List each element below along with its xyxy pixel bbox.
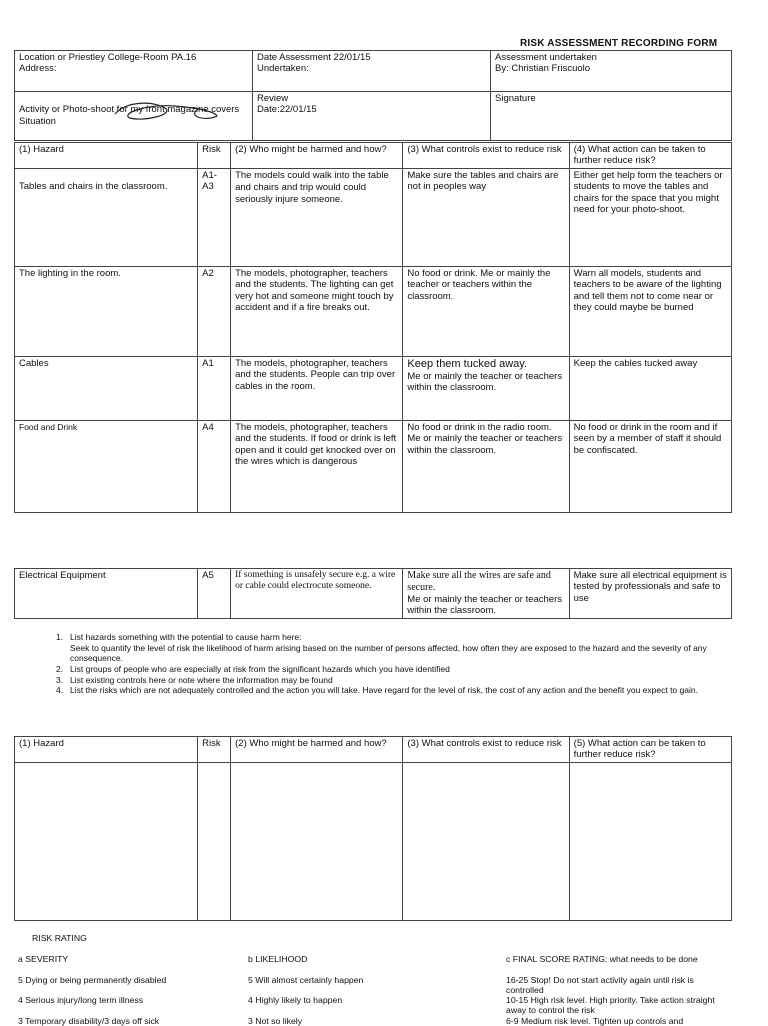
action-cell: Either get help form the teachers or students to move the tables and chairs for the space that you might need for your photo-shoot. xyxy=(569,168,731,266)
who-harmed-cell: If something is unsafely secure e.g. a wire or cable could electrocute someone. xyxy=(231,569,403,619)
controls-text: Keep them tucked away. xyxy=(407,357,528,370)
form-title: RISK ASSESSMENT RECORDING FORM xyxy=(520,38,718,49)
severity-item: 4 Serious injury/long term illness xyxy=(18,995,144,1005)
controls-cell: Make sure the tables and chairs are not in peoples way xyxy=(403,168,569,266)
final-score-item: 10-15 High risk level. High priority. Take action straight away to control the risk xyxy=(506,995,715,1016)
table-row xyxy=(15,266,732,356)
controls-extra-text: Me or mainly the teacher or teachers within the classroom. xyxy=(407,594,563,617)
risk-cell: A1 xyxy=(198,356,231,420)
controls-cell xyxy=(403,569,569,619)
controls-cell: No food or drink in the radio room. Me or mainly the teacher or teachers within the classroom. xyxy=(403,420,569,512)
likelihood-item: 3 Not so likely xyxy=(248,1016,303,1026)
signature-cell: Signature xyxy=(491,92,732,141)
risk-cell: A2 xyxy=(198,266,231,356)
list-item: 3. List existing controls here or note where the information may be found xyxy=(56,674,333,685)
controls-cell xyxy=(403,356,569,420)
hazard-cell: Electrical Equipment xyxy=(15,569,198,619)
severity-item: 3 Temporary disability/3 days off sick xyxy=(18,1016,160,1026)
hazard-cell: Food and Drink xyxy=(15,420,198,512)
action-cell: No food or drink in the room and if seen by a member of staff it should be confiscated. xyxy=(569,420,731,512)
empty-cell xyxy=(569,762,731,920)
col-header-action: (4) What action can be taken to further reduce risk? xyxy=(569,143,731,169)
hazard-cell: Cables xyxy=(15,356,198,420)
location-cell: Location or Priestley College-Room PA.16 Address: xyxy=(15,51,253,92)
notes-list xyxy=(56,632,736,696)
col-header-controls: (3) What controls exist to reduce risk xyxy=(403,143,569,169)
col-header-who-harmed: (2) Who might be harmed and how? xyxy=(231,737,403,763)
list-item: 2. List groups of people who are especially at risk from the significant hazards which you have identified xyxy=(56,663,450,674)
review-cell: Review Date:22/01/15 xyxy=(253,92,491,141)
note-text: List existing controls here or note where the information may be found xyxy=(70,674,333,685)
list-item: 1. List hazards something with the potential to cause harm here: Seek to quantify the level of risk the likelihood of harm arising based on the number of persons affected, how often they are exposed to the hazard and the severity of any consequence. xyxy=(56,632,736,664)
note-text: List the risks which are not adequately controlled and the action you will take. Have regard for the level of risk, the cost of any action and the benefit you expect to gain. xyxy=(70,685,698,696)
risk-cell: A1-A3 xyxy=(198,168,231,266)
scribble-signature-icon xyxy=(105,96,225,126)
controls-cell: No food or drink. Me or mainly the teacher or teachers within the classroom. xyxy=(403,266,569,356)
col-header-controls: (3) What controls exist to reduce risk xyxy=(403,737,569,763)
col-header-hazard: (1) Hazard xyxy=(15,737,198,763)
col-header-who-harmed: (2) Who might be harmed and how? xyxy=(231,143,403,169)
action-cell: Warn all models, students and teachers to be aware of the lighting and tell them not to come near or they could maybe be burned xyxy=(569,266,731,356)
who-harmed-cell: The models, photographer, teachers and the students. The lighting can get very hot and someone might touch by accident and if a fire breaks out. xyxy=(231,266,403,356)
likelihood-title: b LIKELIHOOD xyxy=(248,954,308,964)
col-header-risk: Risk xyxy=(198,143,231,169)
date-assessment-cell: Date Assessment 22/01/15 Undertaken: xyxy=(253,51,491,92)
note-subtext: Seek to quantify the level of risk the likelihood of harm arising based on the number of persons affected, how often they are exposed to the hazard and the severity of any consequence. xyxy=(70,642,707,664)
assessment-by-cell: Assessment undertaken By: Christian Friscuolo xyxy=(491,51,732,92)
col-header-risk: Risk xyxy=(198,737,231,763)
hazard-table xyxy=(14,142,732,513)
who-harmed-cell: The models, photographer, teachers and the students. If food or drink is left open and it could get knocked over on the wires which is dangerous xyxy=(231,420,403,512)
table-row xyxy=(15,762,732,920)
risk-rating-title: RISK RATING xyxy=(32,933,87,943)
empty-cell xyxy=(15,762,198,920)
electrical-table xyxy=(14,568,732,619)
empty-cell xyxy=(231,762,403,920)
hazard-cell: The lighting in the room. xyxy=(15,266,198,356)
table-row xyxy=(15,569,732,619)
activity-text: Activity or Photo-shoot for my front magazine covers Situation xyxy=(19,104,240,127)
likelihood-item: 4 Highly likely to happen xyxy=(248,995,343,1005)
activity-cell xyxy=(15,92,253,141)
blank-hazard-table xyxy=(14,736,732,921)
severity-title: a SEVERITY xyxy=(18,954,69,964)
likelihood-item: 5 Will almost certainly happen xyxy=(248,975,364,985)
risk-cell: A5 xyxy=(198,569,231,619)
action-cell: Keep the cables tucked away xyxy=(569,356,731,420)
col-header-action: (5) What action can be taken to further reduce risk? xyxy=(569,737,731,763)
header-table xyxy=(14,50,732,141)
note-text: List groups of people who are especially at risk from the significant hazards which you have identified xyxy=(70,663,450,674)
list-item: 4. List the risks which are not adequately controlled and the action you will take. Have regard for the level of risk, the cost of any action and the benefit you expect to gain. xyxy=(56,685,698,696)
col-header-hazard: (1) Hazard xyxy=(15,143,198,169)
empty-cell xyxy=(198,762,231,920)
final-score-title: c FINAL SCORE RATING: what needs to be done xyxy=(506,954,698,964)
table-row xyxy=(15,356,732,420)
controls-extra-text: Me or mainly the teacher or teachers within the classroom. xyxy=(407,370,563,394)
table-row xyxy=(15,168,732,266)
empty-cell xyxy=(403,762,569,920)
severity-item: 5 Dying or being permanently disabled xyxy=(18,975,167,985)
final-score-item: 16-25 Stop! Do not start activity again until risk is controlled xyxy=(506,975,694,996)
action-cell: Make sure all electrical equipment is tested by professionals and safe to use xyxy=(569,569,731,619)
note-text: List hazards something with the potential to cause harm here: xyxy=(70,632,302,642)
table-row xyxy=(15,420,732,512)
who-harmed-cell: The models, photographer, teachers and the students. People can trip over cables in the room. xyxy=(231,356,403,420)
final-score-item: 6-9 Medium risk level. Tighten up controls and xyxy=(506,1016,684,1026)
hazard-cell: Tables and chairs in the classroom. xyxy=(15,168,198,266)
who-harmed-cell: The models could walk into the table and chairs and trip would could seriously injure someone. xyxy=(231,168,403,266)
risk-cell: A4 xyxy=(198,420,231,512)
controls-text: Make sure all the wires are safe and secure. xyxy=(407,570,551,593)
